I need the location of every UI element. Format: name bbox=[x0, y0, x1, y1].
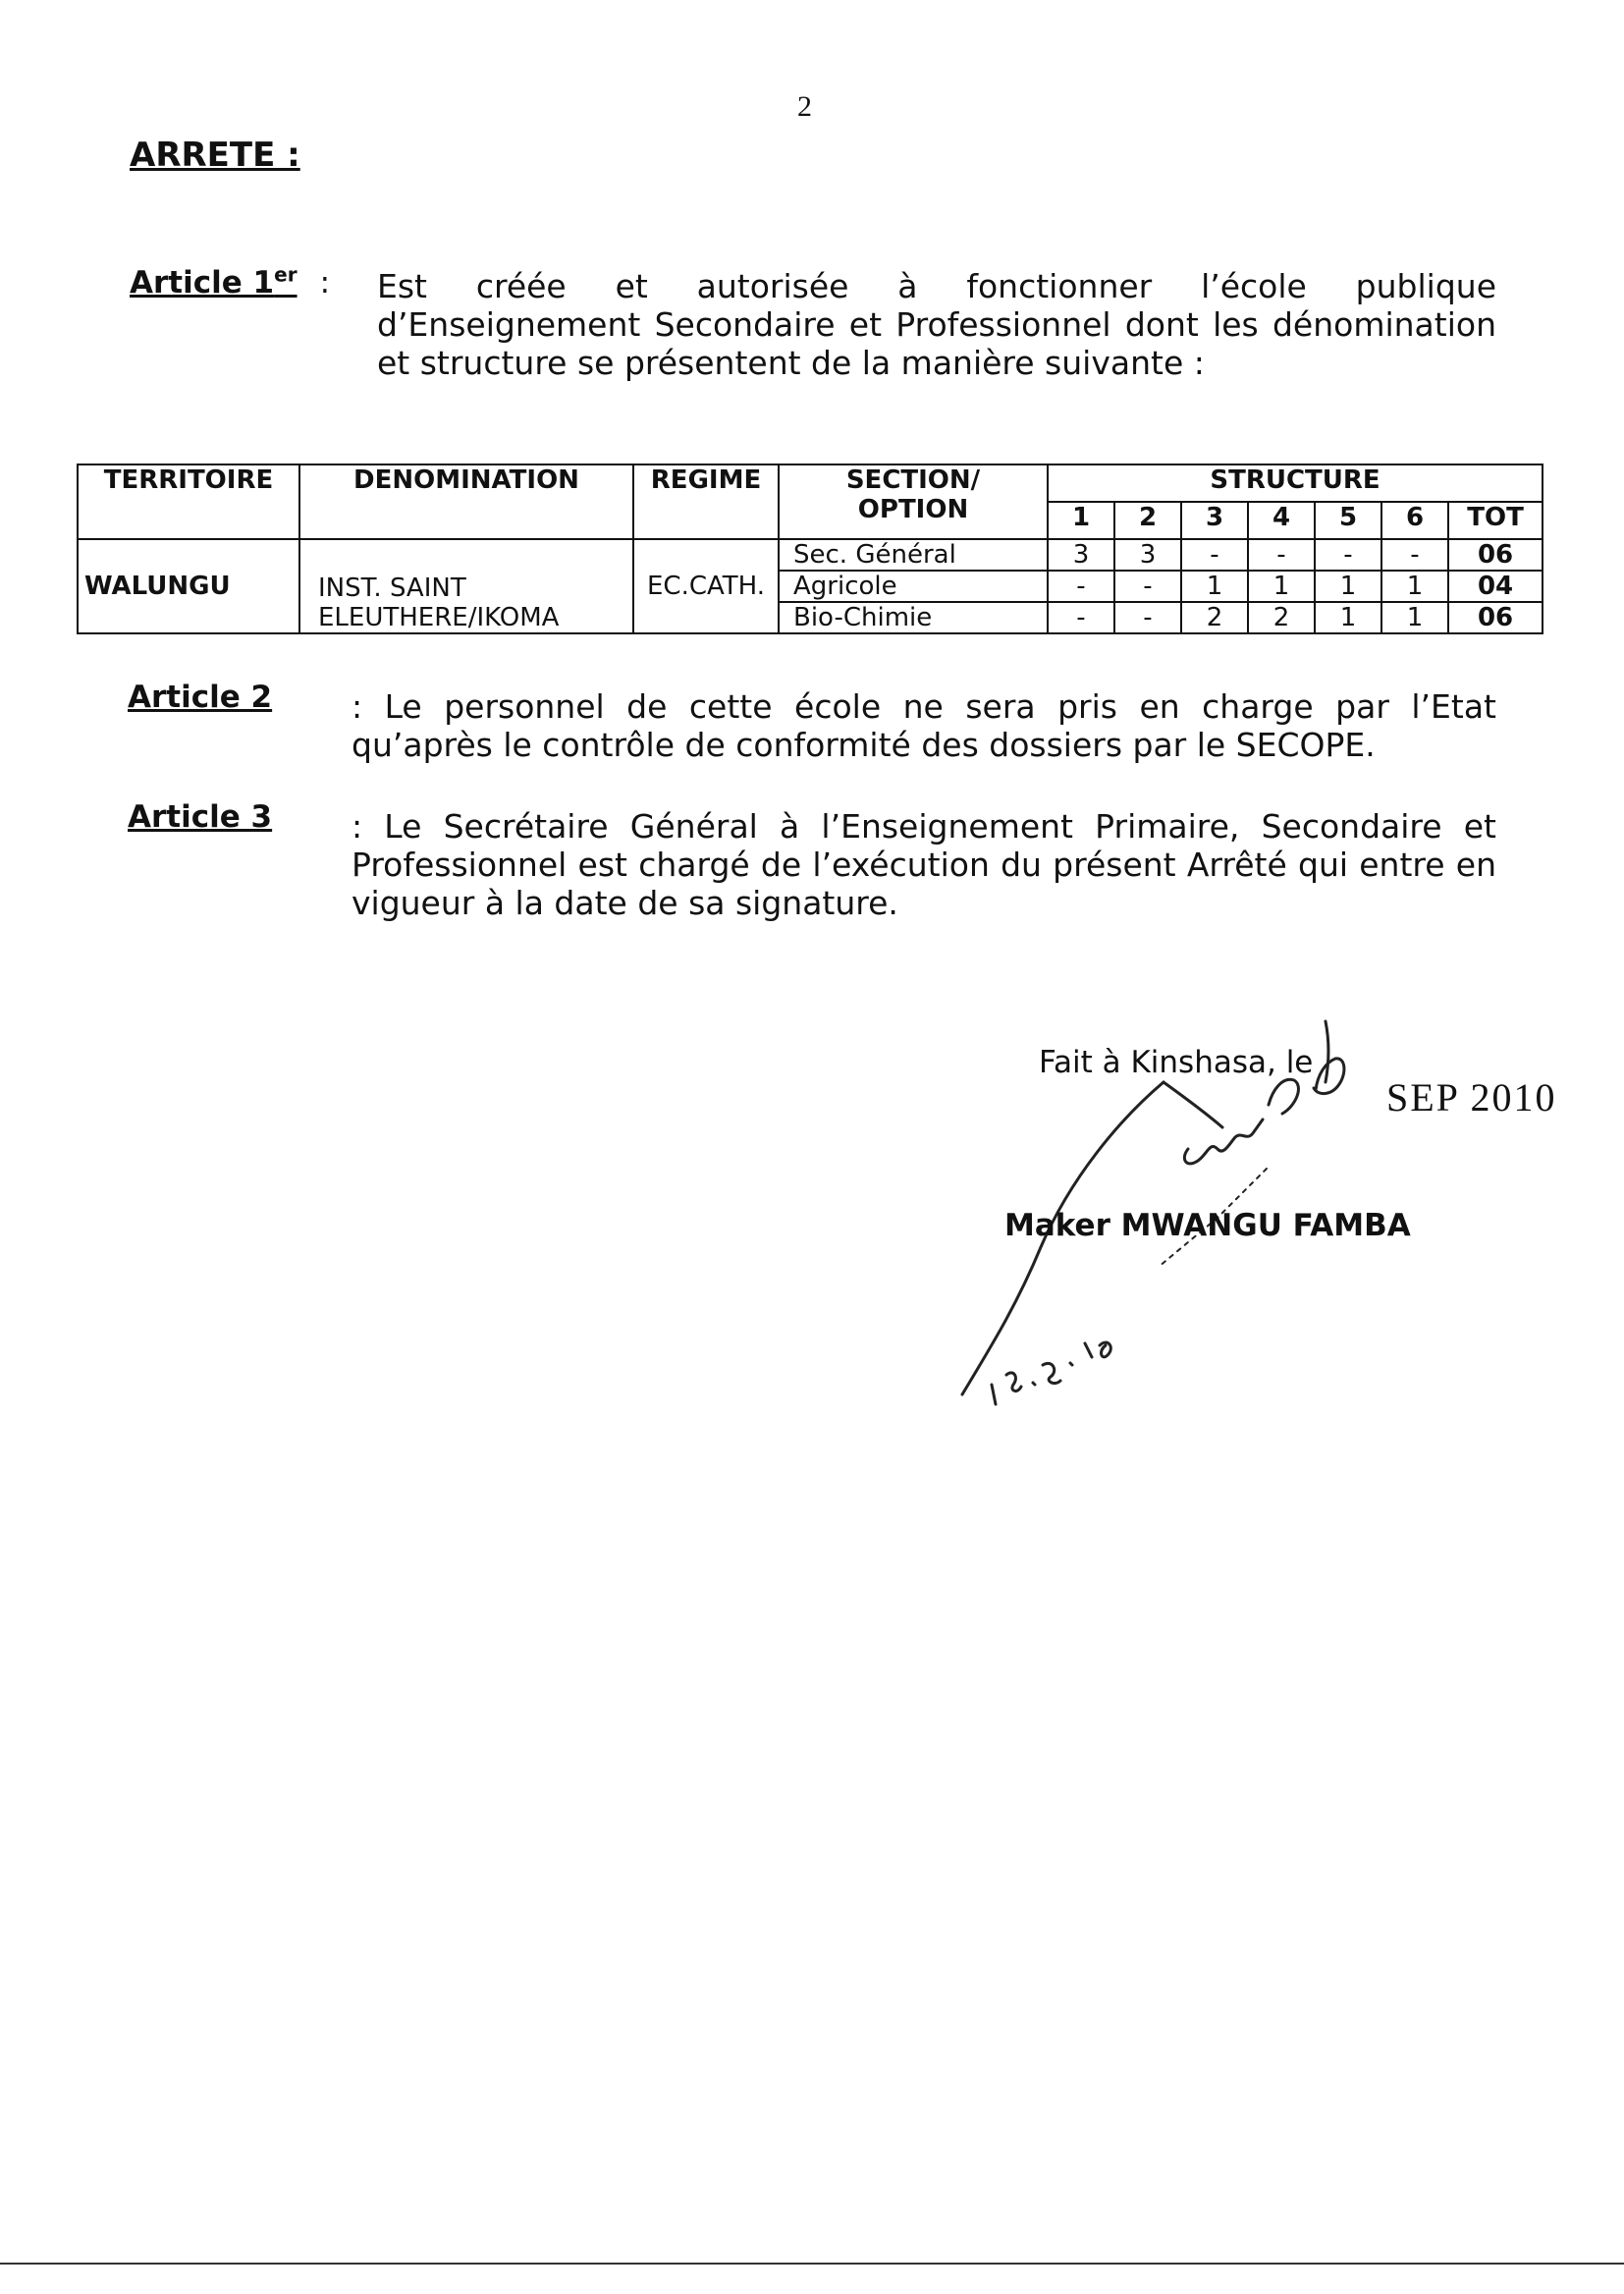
header-year-5: 5 bbox=[1315, 502, 1381, 539]
value-cell: 1 bbox=[1381, 571, 1448, 602]
option-cell: Agricole bbox=[779, 571, 1048, 602]
value-cell: 1 bbox=[1248, 571, 1315, 602]
value-cell: - bbox=[1315, 539, 1381, 571]
article-3-label: Article 3 bbox=[128, 799, 273, 835]
option-cell: Bio-Chimie bbox=[779, 602, 1048, 633]
article-2-text: : Le personnel de cette école ne sera pris en charge par l’Etat qu’après le contrôle de conformité des dossiers par le SECOPE. bbox=[352, 687, 1496, 764]
value-cell: - bbox=[1114, 571, 1181, 602]
table-row bbox=[78, 539, 1543, 571]
header-territoire: TERRITOIRE bbox=[78, 464, 299, 539]
value-cell: 1 bbox=[1315, 571, 1381, 602]
header-year-3: 3 bbox=[1181, 502, 1248, 539]
date-stamp: SEP 2010 bbox=[1386, 1075, 1557, 1120]
value-cell: - bbox=[1048, 571, 1114, 602]
bottom-rule bbox=[0, 2263, 1624, 2265]
total-cell: 06 bbox=[1448, 602, 1543, 633]
value-cell: 1 bbox=[1315, 602, 1381, 633]
total-cell: 06 bbox=[1448, 539, 1543, 571]
decree-heading: ARRETE : bbox=[130, 136, 300, 175]
article-1-separator: : bbox=[319, 265, 331, 301]
value-cell: 2 bbox=[1248, 602, 1315, 633]
header-structure: STRUCTURE bbox=[1048, 464, 1543, 502]
value-cell: 3 bbox=[1048, 539, 1114, 571]
value-cell: 2 bbox=[1181, 602, 1248, 633]
header-section-line1: SECTION/ bbox=[845, 465, 981, 495]
value-cell: 1 bbox=[1381, 602, 1448, 633]
header-year-1: 1 bbox=[1048, 502, 1114, 539]
denomination-line2: ELEUTHERE/IKOMA bbox=[318, 603, 560, 632]
article-1-label: Article 1er bbox=[130, 263, 298, 301]
denomination-line1: INST. SAINT bbox=[318, 574, 466, 603]
total-cell: 04 bbox=[1448, 571, 1543, 602]
value-cell: - bbox=[1114, 602, 1181, 633]
signer-name: Maker MWANGU FAMBA bbox=[1004, 1208, 1411, 1243]
header-denomination: DENOMINATION bbox=[299, 464, 633, 539]
school-structure-table bbox=[77, 464, 1543, 634]
header-year-2: 2 bbox=[1114, 502, 1181, 539]
value-cell: - bbox=[1381, 539, 1448, 571]
header-year-4: 4 bbox=[1248, 502, 1315, 539]
territoire-cell: WALUNGU bbox=[78, 539, 299, 633]
header-year-6: 6 bbox=[1381, 502, 1448, 539]
signature-place-date: Fait à Kinshasa, le bbox=[1039, 1045, 1314, 1080]
header-total: TOT bbox=[1448, 502, 1543, 539]
header-section-line2: OPTION bbox=[857, 495, 969, 524]
value-cell: - bbox=[1048, 602, 1114, 633]
article-1-label-block bbox=[130, 263, 330, 300]
option-cell: Sec. Général bbox=[779, 539, 1048, 571]
header-section-option bbox=[779, 464, 1048, 539]
article-3-text: : Le Secrétaire Général à l’Enseignement Primaire, Secondaire et Professionnel est chargé de l’exécution du présent Arrêté qui entre en vigueur à la date de sa signature. bbox=[352, 807, 1496, 922]
denomination-cell bbox=[299, 539, 633, 633]
regime-cell: EC.CATH. bbox=[633, 539, 779, 633]
value-cell: 1 bbox=[1181, 571, 1248, 602]
article-1-text: Est créée et autorisée à fonctionner l’école publique d’Enseignement Secondaire et Professionnel dont les dénomination et structure se présentent de la manière suivante : bbox=[377, 267, 1496, 382]
page-number: 2 bbox=[797, 90, 812, 123]
header-regime: REGIME bbox=[633, 464, 779, 539]
value-cell: - bbox=[1248, 539, 1315, 571]
article-2-label: Article 2 bbox=[128, 680, 273, 715]
value-cell: 3 bbox=[1114, 539, 1181, 571]
value-cell: - bbox=[1181, 539, 1248, 571]
